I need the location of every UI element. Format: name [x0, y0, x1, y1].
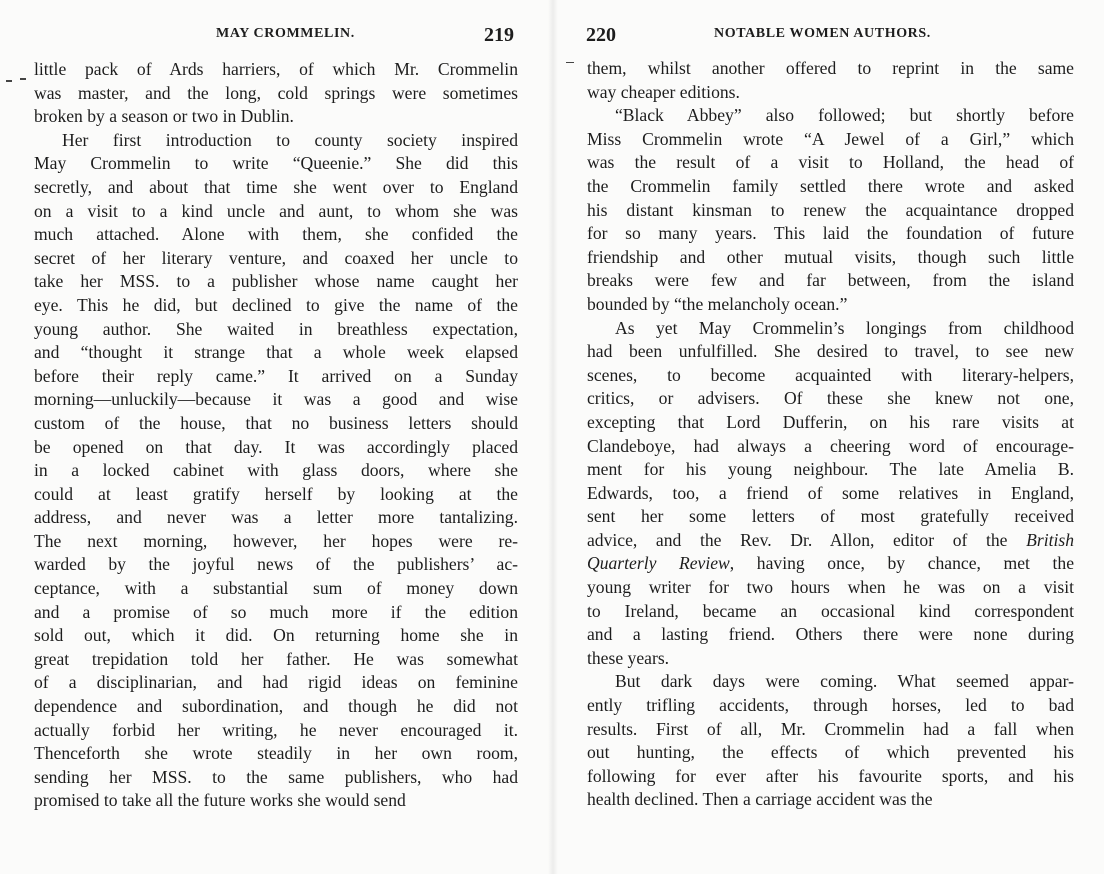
text-line: results. First of all, Mr. Crommelin had a fall when	[587, 718, 1074, 739]
text-line: on a visit to a kind uncle and aunt, to whom she was	[34, 200, 518, 221]
scan-speck	[566, 62, 574, 63]
text-line: promised to take all the future works she would send	[34, 790, 406, 811]
text-line: ment for his young neighbour. The late Amelia B.	[587, 459, 1074, 480]
text-line: But dark days were coming. What seemed appar-	[615, 671, 1074, 692]
text-line: Her first introduction to county society inspired	[62, 129, 518, 150]
left-page-body	[34, 58, 518, 813]
text-line: Edwards, too, a friend of some relatives in England,	[587, 482, 1074, 503]
page-number-left: 219	[484, 24, 514, 46]
text-line: actually forbid her writing, he never encouraged it.	[34, 719, 518, 740]
text-line: Thenceforth she wrote steadily in her own room,	[34, 743, 518, 764]
text-line: could at least gratify herself by looking at the	[34, 483, 518, 504]
text-line: Miss Crommelin wrote “A Jewel of a Girl,” which	[587, 128, 1074, 149]
text-line: scenes, to become acquainted with literary-helpers,	[587, 364, 1074, 385]
running-head-left: MAY CROMMELIN.	[216, 26, 355, 41]
text-line: young writer for two hours when he was on a visit	[587, 577, 1074, 598]
text-line: “Black Abbey” also followed; but shortly before	[615, 105, 1074, 126]
paragraph	[587, 57, 1074, 104]
page-number-right: 220	[586, 24, 616, 46]
right-page	[552, 0, 1104, 874]
paragraph	[34, 58, 518, 129]
text-line: secretly, and about that time she went over to England	[34, 176, 518, 197]
text-line: sold out, which it did. On returning home she in	[34, 625, 518, 646]
text-line: before their reply came.” It arrived on a Sunday	[34, 365, 518, 386]
text-line: sending her MSS. to the same publishers, who had	[34, 766, 518, 787]
text-line: them, whilst another offered to reprint in the same	[587, 58, 1074, 78]
text-line: way cheaper editions.	[587, 81, 740, 102]
text-line: address, and never was a letter more tantalizing.	[34, 507, 518, 528]
text-line: breaks were few and far between, from the island	[587, 270, 1074, 291]
text-line: health declined. Then a carriage accident was the	[587, 789, 933, 810]
paragraph	[587, 670, 1074, 812]
scan-speck	[6, 80, 12, 82]
text-line: and “thought it strange that a whole week elapsed	[34, 342, 518, 363]
paragraph	[34, 129, 518, 813]
text-line: ceptance, with a substantial sum of money down	[34, 578, 518, 599]
text-line: sent her some letters of most gratefully received	[587, 506, 1074, 527]
paragraph	[587, 317, 1074, 671]
text-line: in a locked cabinet with glass doors, where she	[34, 460, 518, 481]
text-line: secret of her literary venture, and coaxed her uncle to	[34, 247, 518, 268]
text-line: broken by a season or two in Dublin.	[34, 106, 294, 127]
text-line: was the result of a visit to Holland, the head of	[587, 152, 1074, 173]
text-line: little pack of Ards harriers, of which Mr. Crommelin	[34, 59, 518, 79]
text-line: The next morning, however, her hopes were re-	[34, 530, 518, 551]
text-line: critics, or advisers. Of these she knew not one,	[587, 388, 1074, 409]
text-line: had been unfulfilled. She desired to travel, to see new	[587, 341, 1074, 362]
text-line: bounded by “the melancholy ocean.”	[587, 293, 848, 314]
text-line: great trepidation told her father. He was somewhat	[34, 648, 518, 669]
text-line: dependence and subordination, and though he did not	[34, 696, 518, 717]
text-line: for so many years. This laid the foundation of future	[587, 223, 1074, 244]
text-line: Quarterly Review, having once, by chance, met the	[587, 553, 1074, 574]
text-line: Clandeboye, had always a cheering word of encourage-	[587, 435, 1074, 456]
right-page-body	[587, 57, 1074, 812]
running-head-right: NOTABLE WOMEN AUTHORS.	[714, 26, 931, 41]
text-line: warded by the joyful news of the publishers’ ac-	[34, 554, 518, 575]
text-line: be opened on that day. It was accordingly placed	[34, 436, 518, 457]
text-line: the Crommelin family settled there wrote and asked	[587, 175, 1074, 196]
text-line: to Ireland, became an occasional kind correspondent	[587, 600, 1074, 621]
text-line: his distant kinsman to renew the acquaintance dropped	[587, 199, 1074, 220]
paragraph	[587, 104, 1074, 316]
text-line: take her MSS. to a publisher whose name caught her	[34, 271, 518, 292]
text-line: advice, and the Rev. Dr. Allon, editor of the British	[587, 529, 1074, 550]
text-line: much attached. Alone with them, she confided the	[34, 224, 518, 245]
text-line: May Crommelin to write “Queenie.” She did this	[34, 153, 518, 174]
scan-speck	[20, 78, 26, 80]
text-line: following for ever after his favourite sports, and his	[587, 765, 1074, 786]
text-line: custom of the house, that no business letters should	[34, 412, 518, 433]
text-line: of a disciplinarian, and had rigid ideas on feminine	[34, 672, 518, 693]
text-line: and a promise of so much more if the edition	[34, 601, 518, 622]
text-line: these years.	[587, 647, 670, 668]
text-line: and a lasting friend. Others there were none during	[587, 624, 1074, 645]
text-line: morning—unluckily—because it was a good and wise	[34, 389, 518, 410]
text-line: eye. This he did, but declined to give the name of the	[34, 294, 518, 315]
text-line: was master, and the long, cold springs were sometimes	[34, 82, 518, 103]
text-line: excepting that Lord Dufferin, on his rare visits at	[587, 411, 1074, 432]
text-line: friendship and other mutual visits, though such little	[587, 246, 1074, 267]
text-line: ently trifling accidents, through horses, led to bad	[587, 695, 1074, 716]
text-line: As yet May Crommelin’s longings from childhood	[615, 317, 1074, 338]
text-line: out hunting, the effects of which prevented his	[587, 742, 1074, 763]
text-line: young author. She waited in breathless expectation,	[34, 318, 518, 339]
